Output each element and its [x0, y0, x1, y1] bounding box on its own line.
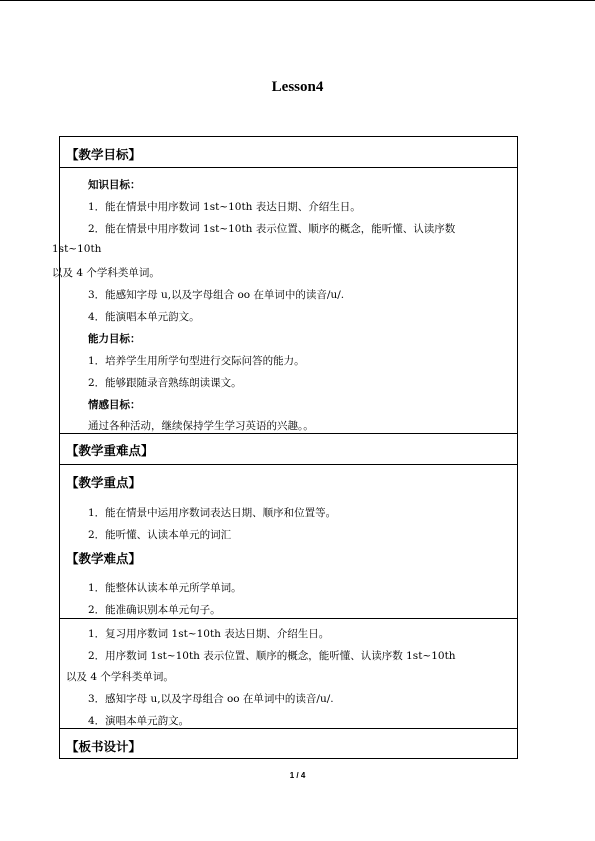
review-item-1: 1．复习用序数词 1st~10th 表达日期、介绍生日。 [88, 628, 330, 640]
row-divider [59, 728, 518, 729]
difficulty-2: 2．能准确识别本单元句子。 [88, 604, 221, 616]
knowledge-item-4: 4．能演唱本单元韵文。 [88, 311, 200, 323]
ability-label: 能力目标： [88, 333, 141, 345]
review-item-2: 2．用序数词 1st~10th 表示位置、顺序的概念，能听懂、认读序数 1st~10th [88, 650, 456, 662]
difficulties-heading: 【教学难点】 [66, 551, 142, 566]
emotion-item-1: 通过各种活动，继续保持学生学习英语的兴趣。。 [88, 420, 314, 432]
review-item-3: 3．感知字母 u,以及字母组合 oo 在单词中的读音/u/. [88, 693, 334, 705]
knowledge-item-2: 2．能在情景中用序数词 1st~10th 表示位置、顺序的概念，能听懂、认读序数 [88, 223, 456, 235]
row-divider [59, 464, 518, 465]
row-divider [59, 167, 518, 168]
page-title: Lesson4 [271, 79, 324, 95]
review-item-4: 4．演唱本单元韵文。 [88, 715, 190, 727]
key-point-2: 2．能听懂、认读本单元的词汇 [88, 529, 232, 541]
objectives-heading: 【教学目标】 [66, 147, 142, 162]
page-number: 1 / 4 [289, 771, 306, 780]
knowledge-item-2-cont: 1st~10th [52, 243, 102, 255]
knowledge-label: 知识目标： [88, 179, 141, 191]
ability-item-1: 1．培养学生用所学句型进行交际问答的能力。 [88, 355, 305, 367]
board-design-heading: 【板书设计】 [66, 739, 142, 754]
ability-item-2: 2．能够跟随录音熟练朗读课文。 [88, 377, 242, 389]
key-difficult-heading: 【教学重难点】 [66, 443, 154, 458]
key-point-1: 1．能在情景中运用序数词表达日期、顺序和位置等。 [88, 507, 337, 519]
row-divider [59, 433, 518, 434]
row-divider [59, 618, 518, 619]
knowledge-item-1: 1．能在情景中用序数词 1st~10th 表达日期、介绍生日。 [88, 201, 361, 213]
review-item-2-cont: 以及 4 个学科类单词。 [66, 671, 174, 683]
top-rule [0, 0, 595, 1]
emotion-label: 情感目标： [88, 399, 141, 411]
key-points-heading: 【教学重点】 [66, 475, 142, 490]
difficulty-1: 1．能整体认读本单元所学单词。 [88, 582, 242, 594]
knowledge-item-2-cont2: 以及 4 个学科类单词。 [52, 267, 160, 279]
knowledge-item-3: 3．能感知字母 u,以及字母组合 oo 在单词中的读音/u/. [88, 289, 345, 301]
